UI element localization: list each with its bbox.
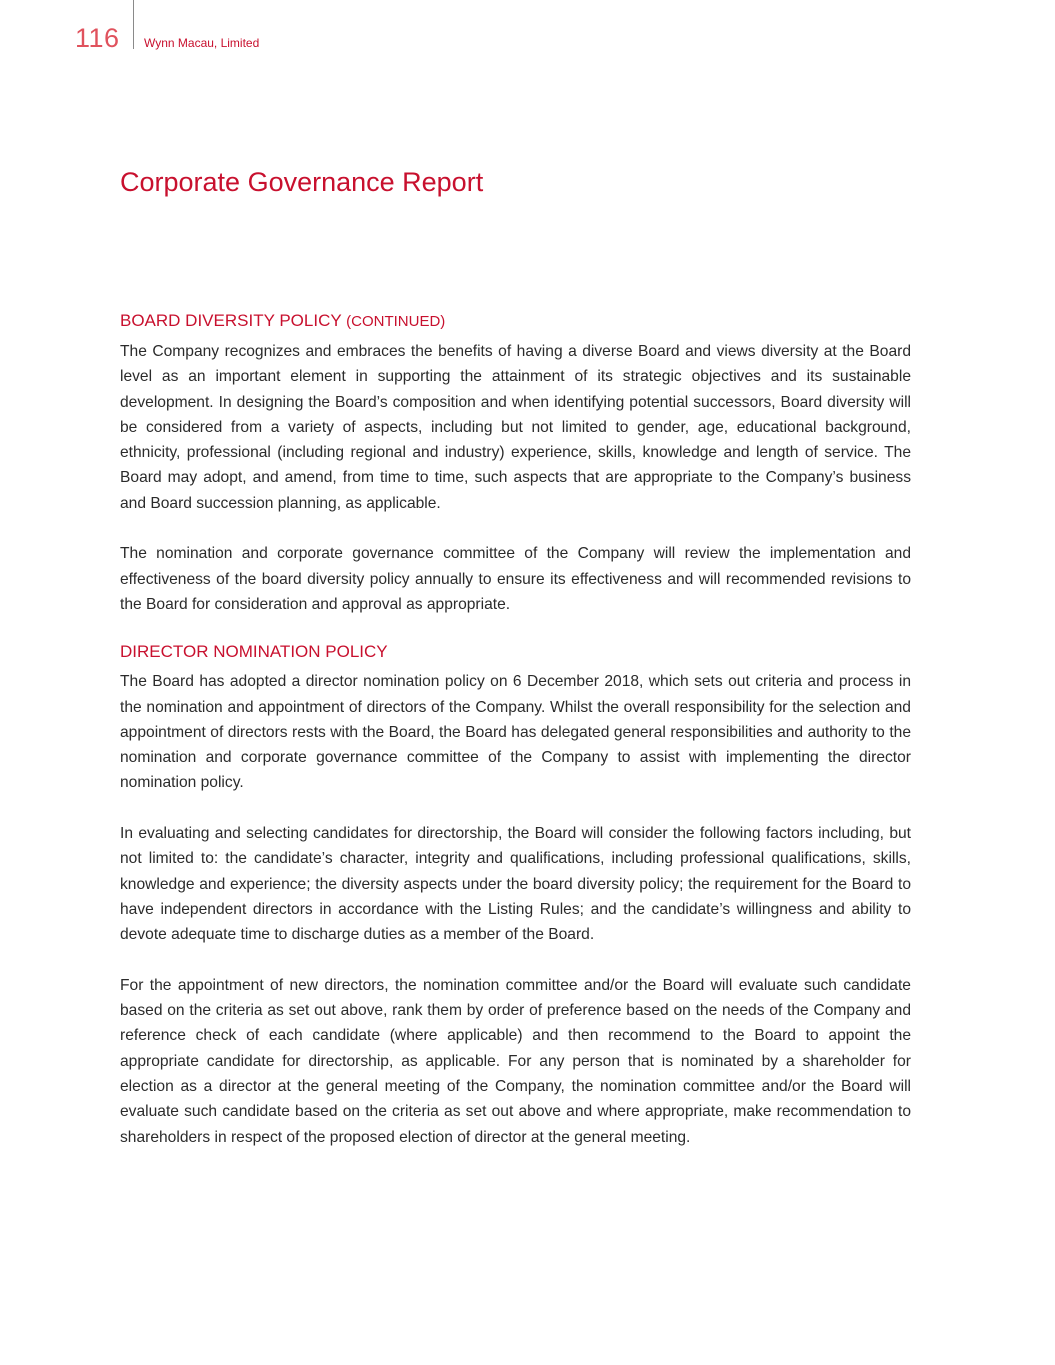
- section-heading: [120, 308, 911, 334]
- section-heading-text: BOARD DIVERSITY POLICY: [120, 311, 342, 330]
- paragraph: The Board has adopted a director nomination policy on 6 December 2018, which sets out criteria and process in the nomination and appointment of directors of the Company. Whilst the overall responsibility for the selection and appointment of directors rests with the Board, the Board has delegated general responsibilities and authority to the nomination and corporate governance committee of the Company to assist with implementing the director nomination policy.: [120, 673, 911, 792]
- paragraph: For the appointment of new directors, the nomination committee and/or the Board will evaluate such candidate based on the criteria as set out above, rank them by order of preference based on the needs of the Company and reference check of each candidate (where applicable) and then recommend to the Board to appoint the appropriate candidate for directorship, as applicable. For any person that is nominated by a shareholder for election as a director at the general meeting of the Company, the nomination committee and/or the Board will evaluate such candidate based on the criteria as set out above and where appropriate, make recommendation to shareholders in respect of the proposed election of director at the general meeting.: [120, 976, 911, 1146]
- page-number: 116: [75, 23, 120, 53]
- section-director-nomination-policy: [120, 639, 911, 1150]
- paragraph: The Company recognizes and embraces the benefits of having a diverse Board and views diversity at the Board level as an important element in supporting the attainment of its strategic objectives and its sustainable development. In designing the Board’s composition and when identifying potential successors, Board diversity will be considered from a variety of aspects, including but not limited to gender, age, educational background, ethnicity, professional (including regional and industry) experience, skills, knowledge and length of service. The Board may adopt, and amend, from time to time, such aspects that are appropriate to the Company’s business and Board succession planning, as applicable.: [120, 343, 911, 512]
- header-company-name: Wynn Macau, Limited: [144, 36, 260, 50]
- document-body: [120, 308, 911, 1150]
- section-board-diversity-policy: [120, 308, 911, 617]
- section-heading-suffix: (CONTINUED): [346, 313, 446, 330]
- paragraph: In evaluating and selecting candidates for directorship, the Board will consider the following factors including, but not limited to: the candidate’s character, integrity and qualifications, including professional qualifications, skills, knowledge and experience; the diversity aspects under the board diversity policy; the requirement for the Board to have independent directors in accordance with the Listing Rules; and the candidate’s willingness and ability to devote adequate time to discharge duties as a member of the Board.: [120, 825, 911, 944]
- page-title: Corporate Governance Report: [120, 167, 484, 197]
- header-divider: [133, 0, 134, 49]
- section-heading-text: DIRECTOR NOMINATION POLICY: [120, 642, 388, 662]
- paragraph: The nomination and corporate governance committee of the Company will review the implementation and effectiveness of the board diversity policy annually to ensure its effectiveness and will recommended revisions to the Board for consideration and approval as appropriate.: [120, 545, 911, 613]
- section-heading: [120, 639, 911, 664]
